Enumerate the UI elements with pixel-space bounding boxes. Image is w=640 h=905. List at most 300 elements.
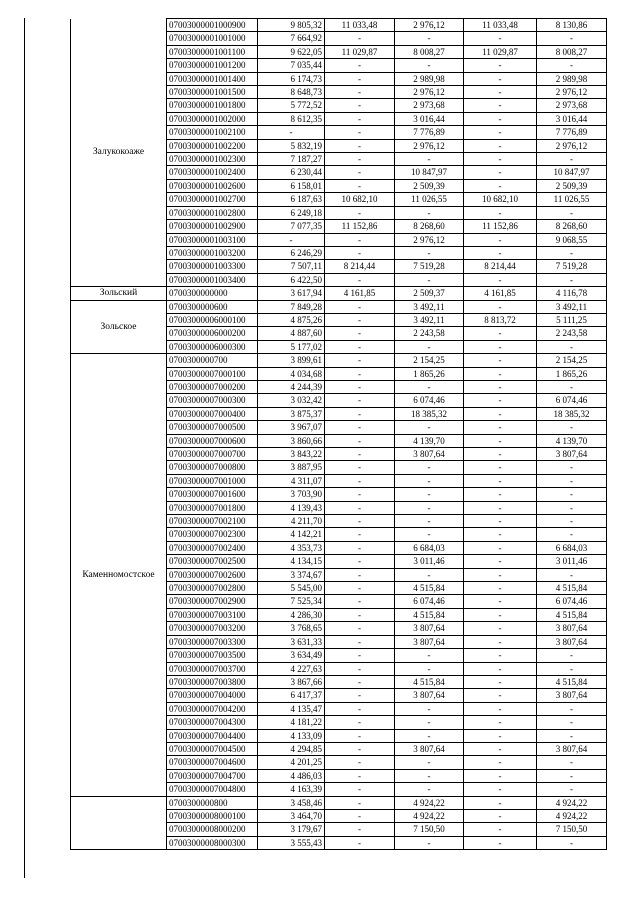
- value-cell-3: 11 026,55: [395, 193, 464, 206]
- value-cell-4: -: [464, 434, 537, 447]
- value-cell-5: -: [537, 380, 607, 393]
- value-cell-3: 4 139,70: [395, 434, 464, 447]
- value-cell-3: 2 976,12: [395, 139, 464, 152]
- value-cell-5: -: [537, 206, 607, 219]
- value-cell-4: -: [464, 783, 537, 796]
- code-cell: 07003000001002400: [167, 166, 258, 179]
- value-cell-4: -: [464, 769, 537, 782]
- value-cell-2: -: [325, 622, 395, 635]
- value-cell-1: -: [258, 126, 325, 139]
- table-row: [71, 300, 607, 313]
- value-cell-5: 2 243,58: [537, 327, 607, 340]
- value-cell-1: 7 507,11: [258, 260, 325, 273]
- code-cell: 07003000007000800: [167, 461, 258, 474]
- value-cell-5: 1 865,26: [537, 367, 607, 380]
- value-cell-4: -: [464, 635, 537, 648]
- value-cell-2: -: [325, 59, 395, 72]
- value-cell-4: -: [464, 582, 537, 595]
- value-cell-5: 2 989,98: [537, 72, 607, 85]
- code-cell: 07003000007002900: [167, 595, 258, 608]
- code-cell: 07003000001000900: [167, 19, 258, 32]
- value-cell-3: 2 973,68: [395, 99, 464, 112]
- code-cell: 07003000007002600: [167, 568, 258, 581]
- value-cell-3: -: [395, 528, 464, 541]
- value-cell-2: -: [325, 769, 395, 782]
- code-cell: 07003000001003100: [167, 233, 258, 246]
- value-cell-3: 4 924,22: [395, 809, 464, 822]
- value-cell-5: 11 026,55: [537, 193, 607, 206]
- value-cell-1: 4 134,15: [258, 555, 325, 568]
- code-cell: 07003000007002800: [167, 582, 258, 595]
- value-cell-2: -: [325, 126, 395, 139]
- code-cell: 07003000007001000: [167, 474, 258, 487]
- code-cell: 07003000007000200: [167, 380, 258, 393]
- value-cell-1: 3 032,42: [258, 394, 325, 407]
- code-cell: 07003000007001800: [167, 501, 258, 514]
- value-cell-5: -: [537, 59, 607, 72]
- code-cell: 07003000006000300: [167, 340, 258, 353]
- value-cell-3: -: [395, 474, 464, 487]
- value-cell-5: -: [537, 716, 607, 729]
- value-cell-4: -: [464, 153, 537, 166]
- value-cell-3: -: [395, 662, 464, 675]
- settlement-name: Зольский: [71, 287, 167, 300]
- value-cell-4: -: [464, 327, 537, 340]
- code-cell: 0700300000600: [167, 300, 258, 313]
- value-cell-2: 11 029,87: [325, 45, 395, 58]
- value-cell-3: 3 011,46: [395, 555, 464, 568]
- value-cell-5: 6 074,46: [537, 394, 607, 407]
- value-cell-4: -: [464, 595, 537, 608]
- code-cell: 0700300000700: [167, 354, 258, 367]
- value-cell-2: -: [325, 474, 395, 487]
- code-cell: 07003000001002900: [167, 220, 258, 233]
- value-cell-3: -: [395, 756, 464, 769]
- value-cell-3: -: [395, 702, 464, 715]
- value-cell-4: -: [464, 112, 537, 125]
- value-cell-5: 4 515,84: [537, 582, 607, 595]
- value-cell-3: -: [395, 340, 464, 353]
- value-cell-2: 4 161,85: [325, 287, 395, 300]
- value-cell-5: -: [537, 649, 607, 662]
- value-cell-1: 4 139,43: [258, 501, 325, 514]
- value-cell-2: -: [325, 702, 395, 715]
- value-cell-3: 10 847,97: [395, 166, 464, 179]
- value-cell-2: -: [325, 488, 395, 501]
- value-cell-2: -: [325, 595, 395, 608]
- value-cell-2: -: [325, 783, 395, 796]
- value-cell-4: -: [464, 72, 537, 85]
- value-cell-1: 7 525,34: [258, 595, 325, 608]
- value-cell-4: -: [464, 179, 537, 192]
- value-cell-4: -: [464, 756, 537, 769]
- value-cell-2: -: [325, 635, 395, 648]
- value-cell-4: -: [464, 555, 537, 568]
- value-cell-2: -: [325, 313, 395, 326]
- value-cell-3: 2 989,98: [395, 72, 464, 85]
- value-cell-5: 3 807,64: [537, 635, 607, 648]
- code-cell: 07003000007001600: [167, 488, 258, 501]
- value-cell-4: 11 152,86: [464, 220, 537, 233]
- value-cell-5: 7 150,50: [537, 823, 607, 836]
- value-cell-1: 6 158,01: [258, 179, 325, 192]
- value-cell-3: 2 976,12: [395, 19, 464, 32]
- value-cell-5: -: [537, 273, 607, 286]
- value-cell-1: 4 135,47: [258, 702, 325, 715]
- code-cell: 07003000007004700: [167, 769, 258, 782]
- value-cell-1: 3 703,90: [258, 488, 325, 501]
- value-cell-2: -: [325, 32, 395, 45]
- value-cell-5: 2 976,12: [537, 139, 607, 152]
- value-cell-4: 11 033,48: [464, 19, 537, 32]
- code-cell: 07003000001003200: [167, 246, 258, 259]
- value-cell-3: 3 492,11: [395, 313, 464, 326]
- value-cell-1: 3 179,67: [258, 823, 325, 836]
- value-cell-5: 8 008,27: [537, 45, 607, 58]
- value-cell-3: -: [395, 568, 464, 581]
- value-cell-2: -: [325, 796, 395, 809]
- value-cell-1: 3 860,66: [258, 434, 325, 447]
- value-cell-5: 6 074,46: [537, 595, 607, 608]
- value-cell-1: 6 249,18: [258, 206, 325, 219]
- value-cell-3: 3 807,64: [395, 448, 464, 461]
- value-cell-1: 4 133,09: [258, 729, 325, 742]
- value-cell-5: 4 139,70: [537, 434, 607, 447]
- value-cell-2: -: [325, 836, 395, 849]
- value-cell-4: -: [464, 675, 537, 688]
- code-cell: 07003000007003800: [167, 675, 258, 688]
- value-cell-1: 3 867,66: [258, 675, 325, 688]
- value-cell-3: 2 509,37: [395, 287, 464, 300]
- value-cell-1: 3 967,07: [258, 421, 325, 434]
- value-cell-2: -: [325, 756, 395, 769]
- value-cell-4: -: [464, 461, 537, 474]
- value-cell-1: 4 034,68: [258, 367, 325, 380]
- value-cell-2: 11 152,86: [325, 220, 395, 233]
- code-cell: 07003000001002200: [167, 139, 258, 152]
- value-cell-2: -: [325, 568, 395, 581]
- value-cell-5: -: [537, 488, 607, 501]
- value-cell-1: 9 622,05: [258, 45, 325, 58]
- value-cell-5: 2 154,25: [537, 354, 607, 367]
- value-cell-5: 7 519,28: [537, 260, 607, 273]
- code-cell: 07003000001001400: [167, 72, 258, 85]
- value-cell-2: 10 682,10: [325, 193, 395, 206]
- value-cell-3: -: [395, 769, 464, 782]
- value-cell-5: 5 111,25: [537, 313, 607, 326]
- code-cell: 07003000007002100: [167, 515, 258, 528]
- code-cell: 07003000007004600: [167, 756, 258, 769]
- value-cell-1: 4 163,39: [258, 783, 325, 796]
- value-cell-4: -: [464, 367, 537, 380]
- value-cell-2: -: [325, 300, 395, 313]
- value-cell-5: 8 130,86: [537, 19, 607, 32]
- value-cell-1: -: [258, 233, 325, 246]
- value-cell-4: -: [464, 796, 537, 809]
- code-cell: 07003000001001200: [167, 59, 258, 72]
- value-cell-4: -: [464, 729, 537, 742]
- value-cell-3: -: [395, 461, 464, 474]
- value-cell-2: -: [325, 179, 395, 192]
- value-cell-2: -: [325, 608, 395, 621]
- value-cell-3: 3 807,64: [395, 689, 464, 702]
- value-cell-4: -: [464, 716, 537, 729]
- value-cell-4: 4 161,85: [464, 287, 537, 300]
- value-cell-2: -: [325, 515, 395, 528]
- value-cell-1: 3 768,65: [258, 622, 325, 635]
- value-cell-5: 3 807,64: [537, 448, 607, 461]
- value-cell-4: -: [464, 448, 537, 461]
- settlement-name: [71, 796, 167, 850]
- value-cell-4: -: [464, 689, 537, 702]
- table-row: [71, 354, 607, 367]
- value-cell-5: 7 776,89: [537, 126, 607, 139]
- value-cell-1: 8 648,73: [258, 86, 325, 99]
- value-cell-3: -: [395, 783, 464, 796]
- code-cell: 07003000007003700: [167, 662, 258, 675]
- value-cell-3: 4 924,22: [395, 796, 464, 809]
- value-cell-4: 11 029,87: [464, 45, 537, 58]
- value-cell-4: -: [464, 622, 537, 635]
- value-cell-5: 6 684,03: [537, 541, 607, 554]
- code-cell: 07003000001002800: [167, 206, 258, 219]
- value-cell-2: -: [325, 233, 395, 246]
- value-cell-4: 8 214,44: [464, 260, 537, 273]
- value-cell-2: 11 033,48: [325, 19, 395, 32]
- value-cell-5: 3 807,64: [537, 689, 607, 702]
- value-cell-1: 3 555,43: [258, 836, 325, 849]
- value-cell-4: -: [464, 233, 537, 246]
- value-cell-4: -: [464, 501, 537, 514]
- value-cell-3: 3 016,44: [395, 112, 464, 125]
- code-cell: 07003000001002700: [167, 193, 258, 206]
- value-cell-3: 8 268,60: [395, 220, 464, 233]
- code-cell: 07003000001002600: [167, 179, 258, 192]
- value-cell-1: 3 617,94: [258, 287, 325, 300]
- value-cell-5: 2 973,68: [537, 99, 607, 112]
- code-cell: 07003000007002300: [167, 528, 258, 541]
- value-cell-2: -: [325, 394, 395, 407]
- value-cell-1: 3 843,22: [258, 448, 325, 461]
- value-cell-4: -: [464, 354, 537, 367]
- value-cell-5: -: [537, 769, 607, 782]
- value-cell-1: 3 875,37: [258, 407, 325, 420]
- value-cell-5: 18 385,32: [537, 407, 607, 420]
- value-cell-4: -: [464, 300, 537, 313]
- value-cell-1: 6 246,29: [258, 246, 325, 259]
- code-cell: 0700300000000: [167, 287, 258, 300]
- value-cell-4: -: [464, 59, 537, 72]
- code-cell: 07003000001002300: [167, 153, 258, 166]
- value-cell-2: -: [325, 112, 395, 125]
- value-cell-1: 3 899,61: [258, 354, 325, 367]
- value-cell-2: -: [325, 273, 395, 286]
- value-cell-2: -: [325, 689, 395, 702]
- value-cell-1: 4 142,21: [258, 528, 325, 541]
- value-cell-5: -: [537, 568, 607, 581]
- value-cell-1: 5 545,00: [258, 582, 325, 595]
- value-cell-5: 4 924,22: [537, 796, 607, 809]
- value-cell-5: -: [537, 528, 607, 541]
- value-cell-3: -: [395, 273, 464, 286]
- value-cell-5: -: [537, 474, 607, 487]
- value-cell-5: -: [537, 501, 607, 514]
- value-cell-5: -: [537, 421, 607, 434]
- value-cell-4: -: [464, 823, 537, 836]
- value-cell-2: -: [325, 139, 395, 152]
- value-cell-2: -: [325, 528, 395, 541]
- code-cell: 07003000007000600: [167, 434, 258, 447]
- code-cell: 07003000007004500: [167, 742, 258, 755]
- value-cell-2: -: [325, 407, 395, 420]
- code-cell: 07003000007002400: [167, 541, 258, 554]
- value-cell-2: -: [325, 675, 395, 688]
- value-cell-5: -: [537, 783, 607, 796]
- value-cell-5: -: [537, 729, 607, 742]
- code-cell: 07003000007000500: [167, 421, 258, 434]
- value-cell-4: -: [464, 340, 537, 353]
- value-cell-2: -: [325, 461, 395, 474]
- code-cell: 07003000007000300: [167, 394, 258, 407]
- code-cell: 07003000007000400: [167, 407, 258, 420]
- value-cell-3: 6 074,46: [395, 595, 464, 608]
- value-cell-5: 3 011,46: [537, 555, 607, 568]
- value-cell-3: -: [395, 716, 464, 729]
- value-cell-5: 9 068,55: [537, 233, 607, 246]
- value-cell-1: 6 174,73: [258, 72, 325, 85]
- value-cell-5: 4 116,78: [537, 287, 607, 300]
- value-cell-2: -: [325, 809, 395, 822]
- value-cell-1: 4 286,30: [258, 608, 325, 621]
- value-cell-4: -: [464, 608, 537, 621]
- value-cell-3: 2 243,58: [395, 327, 464, 340]
- value-cell-2: -: [325, 166, 395, 179]
- value-cell-1: 4 181,22: [258, 716, 325, 729]
- value-cell-4: -: [464, 273, 537, 286]
- value-cell-5: -: [537, 756, 607, 769]
- value-cell-4: -: [464, 126, 537, 139]
- value-cell-2: -: [325, 582, 395, 595]
- code-cell: 07003000007004200: [167, 702, 258, 715]
- value-cell-4: -: [464, 421, 537, 434]
- code-cell: 07003000001002100: [167, 126, 258, 139]
- code-cell: 07003000001003300: [167, 260, 258, 273]
- settlement-name: Залукокоаже: [71, 19, 167, 287]
- value-cell-3: 1 865,26: [395, 367, 464, 380]
- value-cell-1: 5 177,02: [258, 340, 325, 353]
- value-cell-3: 4 515,84: [395, 608, 464, 621]
- value-cell-4: -: [464, 407, 537, 420]
- value-cell-3: 7 150,50: [395, 823, 464, 836]
- code-cell: 07003000001001500: [167, 86, 258, 99]
- value-cell-4: -: [464, 32, 537, 45]
- value-cell-4: -: [464, 139, 537, 152]
- value-cell-1: 3 374,67: [258, 568, 325, 581]
- value-cell-3: -: [395, 836, 464, 849]
- value-cell-1: 5 832,19: [258, 139, 325, 152]
- code-cell: 07003000001001800: [167, 99, 258, 112]
- value-cell-3: 2 509,39: [395, 179, 464, 192]
- value-cell-3: -: [395, 59, 464, 72]
- value-cell-5: 4 924,22: [537, 809, 607, 822]
- value-cell-4: -: [464, 86, 537, 99]
- value-cell-2: -: [325, 649, 395, 662]
- value-cell-2: -: [325, 555, 395, 568]
- value-cell-5: 8 268,60: [537, 220, 607, 233]
- value-cell-1: 4 294,85: [258, 742, 325, 755]
- value-cell-4: -: [464, 662, 537, 675]
- value-cell-1: 6 187,63: [258, 193, 325, 206]
- value-cell-3: 2 976,12: [395, 233, 464, 246]
- table-body: [71, 19, 607, 850]
- table-row: [71, 796, 607, 809]
- value-cell-1: 6 422,50: [258, 273, 325, 286]
- value-cell-4: -: [464, 394, 537, 407]
- value-cell-1: 7 187,27: [258, 153, 325, 166]
- value-cell-2: -: [325, 434, 395, 447]
- value-cell-3: 4 515,84: [395, 675, 464, 688]
- value-cell-3: 3 492,11: [395, 300, 464, 313]
- value-cell-5: 10 847,97: [537, 166, 607, 179]
- value-cell-1: 4 244,39: [258, 380, 325, 393]
- code-cell: 07003000007003200: [167, 622, 258, 635]
- value-cell-4: -: [464, 568, 537, 581]
- value-cell-1: 4 311,07: [258, 474, 325, 487]
- value-cell-3: 6 074,46: [395, 394, 464, 407]
- value-cell-4: -: [464, 515, 537, 528]
- value-cell-5: 4 515,84: [537, 608, 607, 621]
- value-cell-2: -: [325, 99, 395, 112]
- value-cell-2: -: [325, 327, 395, 340]
- code-cell: 07003000007004300: [167, 716, 258, 729]
- value-cell-1: 6 417,37: [258, 689, 325, 702]
- value-cell-5: 3 016,44: [537, 112, 607, 125]
- value-cell-1: 6 230,44: [258, 166, 325, 179]
- value-cell-5: -: [537, 662, 607, 675]
- value-cell-2: -: [325, 823, 395, 836]
- code-cell: 07003000007004800: [167, 783, 258, 796]
- value-cell-5: 3 807,64: [537, 622, 607, 635]
- value-cell-4: -: [464, 528, 537, 541]
- value-cell-4: 10 682,10: [464, 193, 537, 206]
- value-cell-3: -: [395, 515, 464, 528]
- value-cell-4: -: [464, 474, 537, 487]
- code-cell: 07003000001003400: [167, 273, 258, 286]
- value-cell-4: -: [464, 488, 537, 501]
- value-cell-1: 4 887,60: [258, 327, 325, 340]
- value-cell-4: -: [464, 836, 537, 849]
- value-cell-1: 3 464,70: [258, 809, 325, 822]
- value-cell-1: 7 077,35: [258, 220, 325, 233]
- value-cell-5: 4 515,84: [537, 675, 607, 688]
- value-cell-2: -: [325, 340, 395, 353]
- value-cell-1: 4 201,25: [258, 756, 325, 769]
- value-cell-2: -: [325, 86, 395, 99]
- value-cell-1: 7 664,92: [258, 32, 325, 45]
- value-cell-3: -: [395, 501, 464, 514]
- settlement-name: Каменномостское: [71, 354, 167, 796]
- value-cell-4: -: [464, 166, 537, 179]
- value-cell-4: -: [464, 380, 537, 393]
- value-cell-2: -: [325, 72, 395, 85]
- value-cell-5: -: [537, 702, 607, 715]
- value-cell-3: 3 807,64: [395, 742, 464, 755]
- value-cell-4: -: [464, 206, 537, 219]
- value-cell-3: -: [395, 649, 464, 662]
- value-cell-3: 8 008,27: [395, 45, 464, 58]
- table-row: [71, 287, 607, 300]
- value-cell-3: 6 684,03: [395, 541, 464, 554]
